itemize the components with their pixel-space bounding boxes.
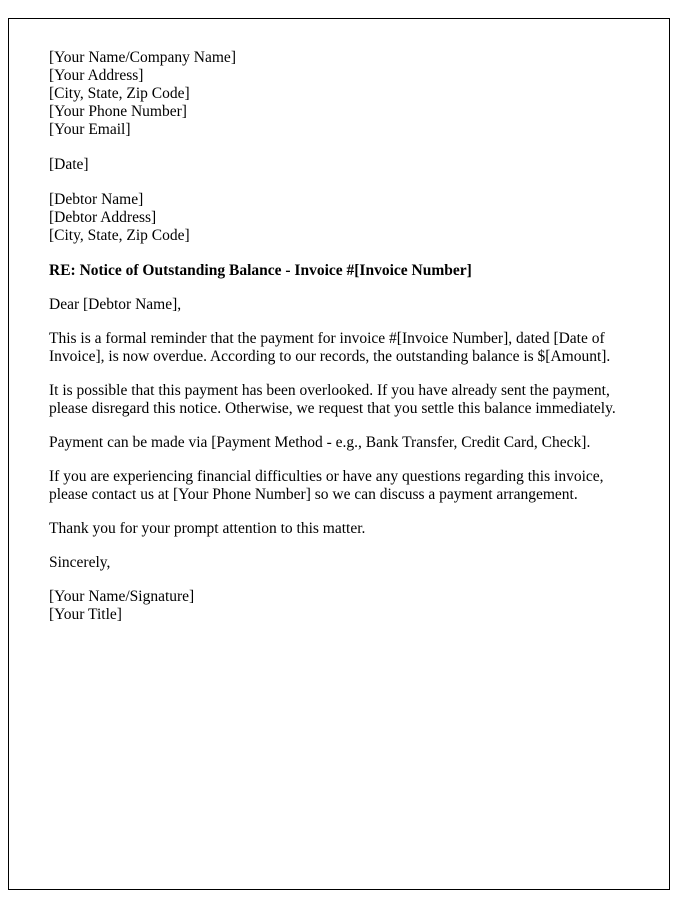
sender-email: [Your Email] (49, 121, 131, 138)
recipient-address-block (49, 191, 629, 245)
paragraph-overlooked: It is possible that this payment has been overlooked. If you have already sent the payment, please disregard this notice. Otherwise, we request that you settle this balance immediately. (49, 382, 616, 417)
sender-address: [Your Address] (49, 67, 144, 84)
paragraph-payment-method: Payment can be made via [Payment Method - e.g., Bank Transfer, Credit Card, Check]. (49, 434, 591, 451)
debtor-name: [Debtor Name] (49, 191, 144, 208)
signature-title: [Your Title] (49, 606, 122, 623)
paragraph-thank-you: Thank you for your prompt attention to this matter. (49, 520, 366, 537)
date-line: [Date] (49, 156, 89, 173)
sender-name: [Your Name/Company Name] (49, 49, 236, 66)
letter-content (9, 19, 669, 624)
date-block (49, 156, 629, 174)
signature-name: [Your Name/Signature] (49, 588, 195, 605)
salutation: Dear [Debtor Name], (49, 296, 182, 313)
paragraph-financial-difficulties: If you are experiencing financial difficulties or have any questions regarding this invoice, please contact us at [Your Phone Number] so we can discuss a payment arrangement. (49, 468, 604, 503)
sender-address-block (49, 49, 629, 139)
letter-page (8, 18, 670, 890)
sender-phone: [Your Phone Number] (49, 103, 187, 120)
closing: Sincerely, (49, 554, 111, 571)
paragraph-reminder: This is a formal reminder that the payment for invoice #[Invoice Number], dated [Date of Invoice], is now overdue. According to our records, the outstanding balance is $[Amount]. (49, 330, 611, 365)
debtor-address: [Debtor Address] (49, 209, 157, 226)
sender-city-state-zip: [City, State, Zip Code] (49, 85, 190, 102)
subject-line: RE: Notice of Outstanding Balance - Invoice #[Invoice Number] (49, 262, 472, 279)
debtor-city-state-zip: [City, State, Zip Code] (49, 227, 190, 244)
signature-block (49, 588, 629, 624)
